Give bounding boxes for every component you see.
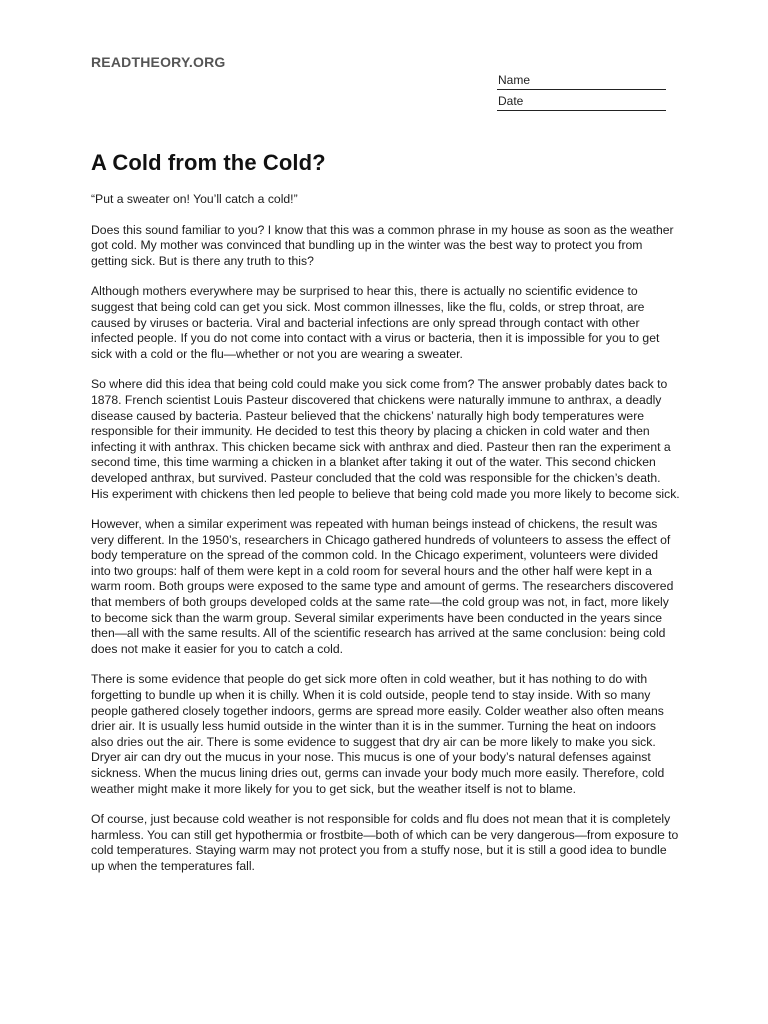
article-paragraph: Of course, just because cold weather is not responsible for colds and flu does not mean that it is completely harmless. You can still get hypothermia or frostbite—both of which can be very dangerous—from exposure to cold temperatures. Staying warm may not protect you from a stuffy nose, but it is still a good idea to bundle up when the temperatures fall. (91, 812, 679, 873)
brand-logo-text: READTHEORY.ORG (91, 54, 226, 70)
name-field: Name (497, 72, 666, 90)
article-paragraph: Although mothers everywhere may be surprised to hear this, there is actually no scientific evidence to suggest that being cold can get you sick. Most common illnesses, like the flu, colds, or strep throat, are caused by viruses or bacteria. Viral and bacterial infections are only spread through contact with other infected people. If you do not come into contact with a virus or bacteria, then it is impossible for you to get sick with a cold or the flu—whether or not you are wearing a sweater. (91, 284, 660, 361)
student-info-fields (497, 72, 666, 114)
article-paragraph: “Put a sweater on! You’ll catch a cold!” (91, 192, 298, 206)
article-body (91, 192, 681, 890)
article-paragraph: However, when a similar experiment was repeated with human beings instead of chickens, the result was very different. In the 1950’s, researchers in Chicago gathered hundreds of volunteers to assess the effect of body temperature on the spread of the common cold. In the Chicago experiment, volunteers were divided into two groups: half of them were kept in a cold room for several hours and the other half were kept in a warm room. Both groups were exposed to the same type and amount of germs. The researchers discovered that members of both groups developed colds at the same rate—the cold group was not, in fact, more likely to become sick than the warm group. Several similar experiments have been conducted in the years since then—all with the same results. All of the scientific research has arrived at the same conclusion: being cold does not make it easier for you to catch a cold. (91, 517, 674, 656)
date-field: Date (497, 93, 666, 111)
article-paragraph: So where did this idea that being cold could make you sick come from? The answer probably dates back to 1878. French scientist Louis Pasteur discovered that chickens were naturally immune to anthrax, a deadly disease caused by bacteria. Pasteur believed that the chickens’ naturally high body temperatures were responsible for their immunity. He decided to test this theory by placing a chicken in cold water and then infecting it with anthrax. This chicken became sick with anthrax and died. Pasteur then ran the experiment a second time, this time warming a chicken in a blanket after taking it out of the water. This second chicken developed anthrax, but survived. Pasteur concluded that the cold was responsible for the chicken’s death. His experiment with chickens then led people to believe that being cold made you more likely to become sick. (91, 377, 680, 501)
article-paragraph: Does this sound familiar to you? I know that this was a common phrase in my house as soon as the weather got cold. My mother was convinced that bundling up in the winter was the best way to protect you from getting sick. But is there any truth to this? (91, 222, 674, 268)
article-paragraph: There is some evidence that people do get sick more often in cold weather, but it has nothing to do with forgetting to bundle up when it is chilly. When it is cold outside, people tend to stay inside. With so many people gathered closely together indoors, germs are spread more easily. Colder weather also often means drier air. It is usually less humid outside in the winter than it is in the summer. Turning the heat on indoors also dries out the air. There is some evidence to suggest that dry air can be more likely to make you sick. Dryer air can dry out the mucus in your nose. This mucus is one of your body’s natural defenses against sickness. When the mucus lining dries out, germs can invade your body much more easily. Therefore, cold weather might make it more likely for you to get sick, but the weather itself is not to blame. (91, 672, 665, 796)
article-title: A Cold from the Cold? (91, 150, 326, 175)
